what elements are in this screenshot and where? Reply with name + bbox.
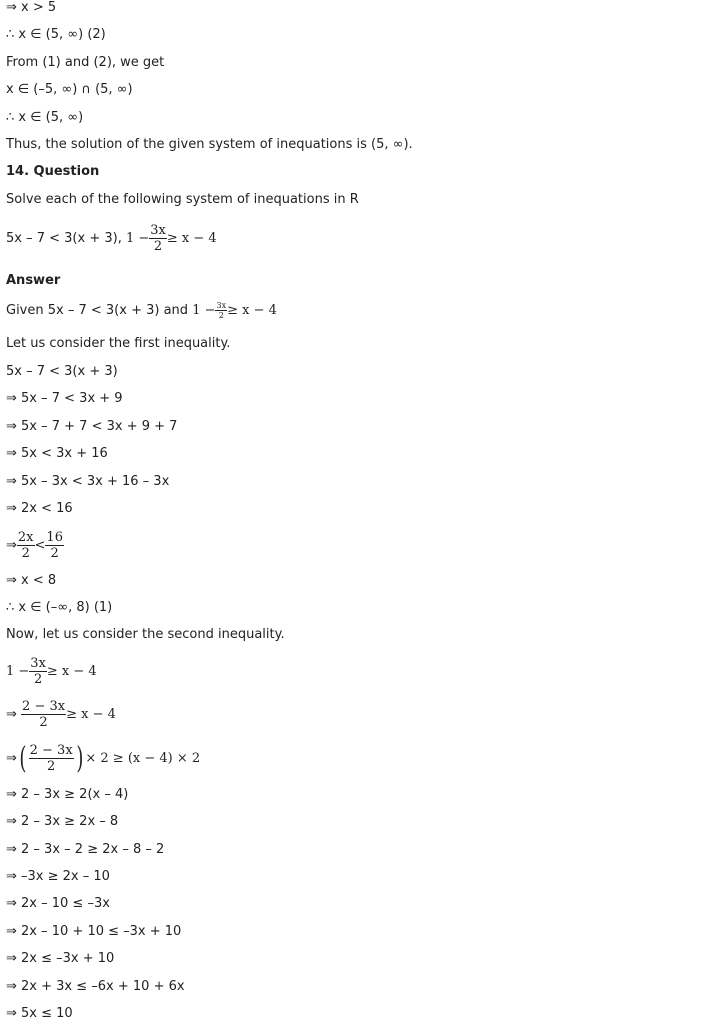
question-text: Solve each of the following system of inequations in R bbox=[6, 192, 359, 207]
arrow: ⇒ bbox=[6, 707, 17, 722]
fraction bbox=[17, 530, 35, 561]
text-line: ∴ x ∈ (5, ∞) bbox=[6, 110, 84, 125]
math-text: 1 − bbox=[6, 664, 30, 679]
numerator: 3x bbox=[216, 301, 227, 310]
text-line: ⇒ 2 – 3x ≥ 2(x – 4) bbox=[6, 787, 129, 802]
numerator: 2 − 3x bbox=[22, 699, 66, 714]
expr-prefix: 5x – 7 < 3(x + 3), bbox=[6, 231, 122, 246]
left-paren: ( bbox=[19, 740, 27, 776]
text-line: ⇒ x > 5 bbox=[6, 0, 57, 15]
text-line: ⇒ 2x – 10 + 10 ≤ –3x + 10 bbox=[6, 924, 182, 939]
fraction bbox=[215, 301, 227, 320]
math-text: ≥ x − 4 bbox=[66, 707, 116, 722]
text-line: ⇒ 2 – 3x ≥ 2x – 8 bbox=[6, 814, 119, 829]
fraction-line bbox=[6, 529, 64, 563]
denominator: 2 bbox=[47, 759, 56, 774]
math-text: ≥ x − 4 bbox=[46, 664, 97, 679]
numerator: 2 − 3x bbox=[29, 743, 73, 758]
numerator: 2x bbox=[17, 530, 34, 545]
math-text: < bbox=[34, 538, 46, 553]
text-line: ⇒ 2x ≤ –3x + 10 bbox=[6, 951, 115, 966]
denominator: 2 bbox=[50, 546, 59, 561]
fraction-line bbox=[6, 655, 97, 689]
text-line: ⇒ 5x < 3x + 16 bbox=[6, 446, 108, 461]
arrow: ⇒ bbox=[6, 751, 17, 766]
fraction-line bbox=[6, 741, 200, 777]
text-line: ⇒ 2x + 3x ≤ –6x + 10 + 6x bbox=[6, 979, 185, 994]
question-title: 14. Question bbox=[6, 164, 100, 179]
fraction bbox=[149, 223, 167, 254]
math-text: 1 − bbox=[192, 303, 216, 318]
denominator: 2 bbox=[218, 311, 224, 320]
text-line: ⇒ –3x ≥ 2x – 10 bbox=[6, 869, 110, 884]
text-line: ⇒ 5x ≤ 10 bbox=[6, 1006, 73, 1021]
denominator: 2 bbox=[39, 715, 48, 730]
answer-title: Answer bbox=[6, 273, 61, 288]
fraction bbox=[21, 699, 66, 730]
text-line: x ∈ (–5, ∞) ∩ (5, ∞) bbox=[6, 82, 133, 97]
math-text: 1 − bbox=[125, 231, 150, 246]
numerator: 3x bbox=[150, 223, 166, 238]
text-line: ⇒ 5x – 7 < 3x + 9 bbox=[6, 391, 123, 406]
text-line: 5x – 7 < 3(x + 3) bbox=[6, 364, 118, 379]
question-expression bbox=[6, 222, 217, 256]
arrow: ⇒ bbox=[6, 538, 17, 553]
denominator: 2 bbox=[33, 672, 43, 687]
math-text: ≥ x − 4 bbox=[166, 231, 217, 246]
math-text: ≥ x − 4 bbox=[227, 303, 277, 318]
text-line: ⇒ 2 – 3x – 2 ≥ 2x – 8 – 2 bbox=[6, 842, 165, 857]
text-line: ⇒ x < 8 bbox=[6, 573, 57, 588]
fraction bbox=[29, 743, 74, 774]
denominator: 2 bbox=[21, 546, 30, 561]
text-line: ⇒ 5x – 7 + 7 < 3x + 9 + 7 bbox=[6, 419, 178, 434]
given-line bbox=[6, 299, 277, 323]
text-line: ⇒ 2x < 16 bbox=[6, 501, 73, 516]
math-text: × 2 ≥ (x − 4) × 2 bbox=[85, 751, 201, 766]
fraction bbox=[29, 656, 47, 687]
text-line: Let us consider the first inequality. bbox=[6, 336, 231, 351]
numerator: 16 bbox=[46, 530, 63, 545]
text-line: ∴ x ∈ (–∞, 8) (1) bbox=[6, 600, 113, 615]
text-line: ⇒ 5x – 3x < 3x + 16 – 3x bbox=[6, 474, 170, 489]
right-paren: ) bbox=[76, 740, 84, 776]
fraction bbox=[45, 530, 64, 561]
text-line: ⇒ 2x – 10 ≤ –3x bbox=[6, 896, 110, 911]
text-line: From (1) and (2), we get bbox=[6, 55, 165, 70]
fraction-line bbox=[6, 698, 116, 732]
given-prefix: Given 5x – 7 < 3(x + 3) and bbox=[6, 303, 189, 318]
text-line: Now, let us consider the second inequality. bbox=[6, 627, 285, 642]
text-line: Thus, the solution of the given system of inequations is (5, ∞). bbox=[6, 137, 413, 152]
denominator: 2 bbox=[153, 239, 163, 254]
text-line: ∴ x ∈ (5, ∞) (2) bbox=[6, 27, 106, 42]
numerator: 3x bbox=[30, 656, 46, 671]
